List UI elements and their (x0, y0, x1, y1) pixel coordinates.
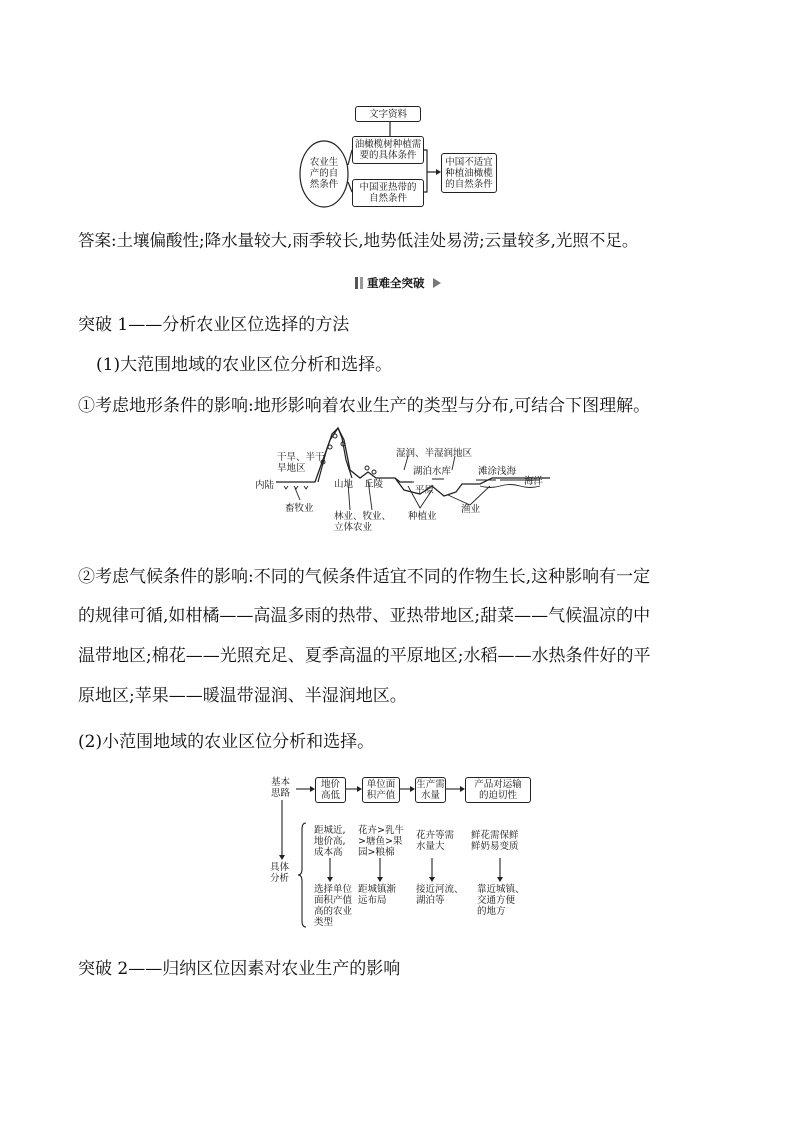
label-mountain: 山地 (334, 479, 354, 490)
label-arid-area: 干旱、半干 旱地区 (277, 452, 325, 474)
oval-label: 农业生 产的自 然条件 (309, 157, 339, 190)
cell-freshness-detail: 鲜花需保鲜 鲜奶易变质 (471, 830, 519, 852)
answer-text: 答案:土壤偏酸性;降水量较大,雨季较长,地势低洼处易涝;云量较多,光照不足。 (78, 231, 639, 250)
label-specific-analysis: 具体 分析 (270, 862, 290, 884)
box-olive-requirements: 油橄榄树种植需 要的具体条件 (352, 136, 424, 164)
terrain-text: ①考虑地形条件的影响:地形影响着农业生产的类型与分布,可结合下图理解。 (78, 396, 651, 416)
box-transport-urgency: 产品对运输 的迫切性 (465, 777, 531, 803)
label-basic-approach: 基本 思路 (271, 777, 291, 799)
cell-near-water: 接近河流、 湖泊等 (416, 884, 464, 906)
box-text-materials: 文字资料 (355, 106, 421, 122)
label-fishery: 渔业 (461, 504, 481, 515)
cell-output-ranking: 花卉>乳牛 >塘鱼>果 园>粮棉 (358, 825, 404, 858)
box-output-per-area: 单位面 积产值 (362, 777, 400, 803)
label-crop-farming: 种植业 (408, 511, 437, 522)
section-heading-text: 重难全突破 (367, 276, 425, 290)
label-plain: 平原 (415, 485, 435, 496)
cell-near-towns: 靠近城镇、 交通方便 的地方 (477, 884, 525, 917)
breakthrough2-title: 突破 2——归纳区位因素对农业生产的影响 (78, 959, 401, 979)
label-inland: 内陆 (255, 480, 275, 491)
climate-line-3: 温带地区;棉花——光照充足、夏季高温的平原地区;水稻——水热条件好的平 (78, 646, 651, 666)
box-unsuitable-conditions: 中国不适宜 种植油橄榄 的自然条件 (441, 153, 497, 193)
label-pasture: 畜牧业 (285, 503, 314, 514)
cell-choose-high-output: 选择单位 面积产值 高的农业 类型 (314, 884, 353, 928)
label-ocean: 海洋 (524, 476, 544, 487)
climate-line-4: 原地区;苹果——暖温带湿润、半湿润地区。 (78, 686, 407, 706)
cell-water-detail: 花卉等需 水量大 (416, 830, 455, 852)
climate-line-1: ②考虑气候条件的影响:不同的气候条件适宜不同的作物生长,这种影响有一定 (78, 567, 651, 587)
label-beach-shallow-sea: 滩涂浅海 (478, 466, 517, 477)
climate-line-2: 的规律可循,如柑橘——高温多雨的热带、亚热带地区;甜菜——气候温凉的中 (78, 606, 651, 626)
point2-text: (2)小范围地域的农业区位分析和选择。 (78, 732, 375, 752)
label-lake-reservoir: 湖泊水库 (413, 466, 452, 477)
breakthrough1-title: 突破 1——分析农业区位选择的方法 (78, 315, 350, 335)
box-water-demand: 生产需 水量 (416, 779, 445, 801)
point1-text: (1)大范围地域的农业区位分析和选择。 (96, 355, 393, 375)
label-forestry: 林业、牧业、 立体农业 (334, 511, 392, 533)
cell-distance-layout: 距城镇渐 远布局 (358, 884, 397, 906)
box-land-price: 地价 高低 (315, 777, 346, 803)
box-subtropical-conditions: 中国亚热带的 自然条件 (352, 179, 424, 207)
label-hill: 丘陵 (364, 479, 384, 490)
cell-land-price-detail: 距城近, 地价高, 成本高 (314, 825, 346, 858)
label-humid-area: 湿润、半湿润地区 (396, 448, 473, 459)
